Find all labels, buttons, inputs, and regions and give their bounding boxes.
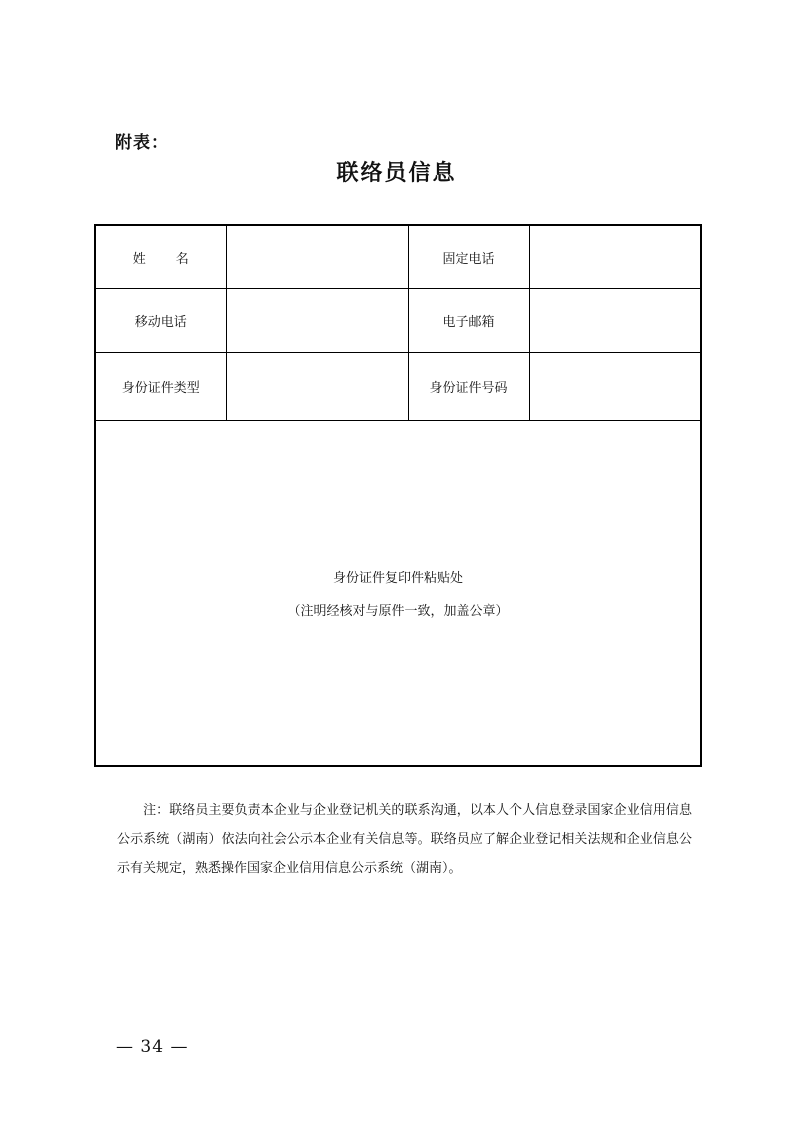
note-paragraph: [117, 796, 692, 883]
id-type-label: 身份证件类型: [95, 353, 226, 421]
page-title: 联络员信息: [336, 161, 457, 186]
note-text: 注：联络员主要负责本企业与企业登记机关的联系沟通，以本人个人信息登录国家企业信用信息公示系统（湖南）依法向社会公示本企业有关信息等。联络员应了解企业登记相关法规和企业信息公示有关规定，熟悉操作国家企业信用信息公示系统（湖南）。: [117, 803, 692, 876]
fixed-phone-value-cell[interactable]: [529, 225, 701, 289]
id-number-value-cell[interactable]: [529, 353, 701, 421]
table-row: [95, 353, 701, 421]
fixed-phone-label: 固定电话: [408, 225, 529, 289]
paste-area-title: 身份证件复印件粘贴处: [332, 571, 463, 586]
table-row: [95, 225, 701, 289]
name-label: 姓 名: [95, 225, 226, 289]
name-value-cell[interactable]: [226, 225, 408, 289]
table-row: [95, 421, 701, 767]
mobile-value-cell[interactable]: [226, 289, 408, 353]
email-value-cell[interactable]: [529, 289, 701, 353]
email-label: 电子邮箱: [408, 289, 529, 353]
paste-area-instruction: （注明经核对与原件一致，加盖公章）: [287, 604, 509, 619]
mobile-label: 移动电话: [95, 289, 226, 353]
id-type-value-cell[interactable]: [226, 353, 408, 421]
attachment-label: 附表：: [115, 133, 169, 153]
page-number: — 34 —: [116, 1037, 189, 1057]
table-row: [95, 289, 701, 353]
contact-info-table: [94, 224, 702, 767]
id-number-label: 身份证件号码: [408, 353, 529, 421]
id-copy-paste-area: [95, 421, 701, 767]
